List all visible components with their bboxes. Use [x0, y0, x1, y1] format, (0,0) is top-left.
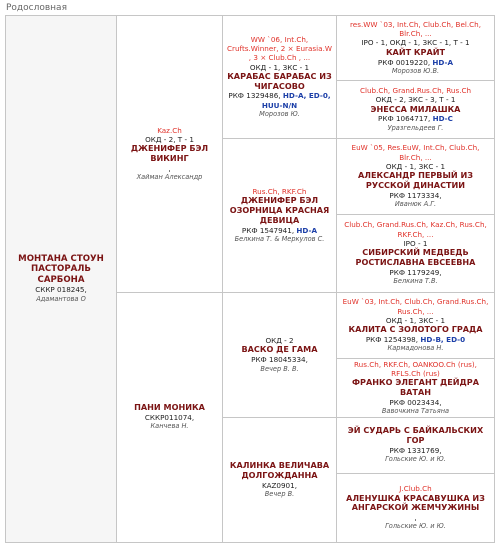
dog-breeder: Вечер В. [264, 489, 295, 498]
dog-registration: СККР 018245, [35, 285, 87, 295]
pedigree-tree [5, 15, 495, 543]
dog-name[interactable]: ДЖЕНИФЕР БЭЛ ОЗОРНИЦА КРАСНАЯ ДЕВИЦА [229, 195, 330, 225]
dog-registration: РКФ 1173334, [389, 190, 442, 200]
dog-breeder: Вечер В. В. [260, 364, 299, 373]
dog-breeder: Морозов Ю. [259, 110, 300, 119]
dog-registration-line [262, 481, 297, 490]
dog-breeder: Гольские Ю. и Ю. [385, 455, 446, 464]
dog-registration-line [389, 446, 441, 455]
dog-name[interactable]: ЭЙ СУДАРЬ С БАЙКАЛЬСКИХ ГОР [347, 425, 484, 446]
dog-titles: Club.Ch, Grand.Rus.Ch, Rus.Ch [359, 86, 472, 95]
dog-breeder: Уразгельдеев Г. [387, 123, 444, 132]
dog-name[interactable]: СИБИРСКИЙ МЕДВЕДЬ РОСТИСЛАВНА ЕВСЕЕВНА [355, 247, 476, 268]
dog-name[interactable]: ВАСКО ДЕ ГАМА [241, 344, 318, 355]
dog-registration: РКФ 0023434, [389, 397, 442, 407]
dog-breeder: Адамантова О [36, 294, 86, 303]
dog-breeder: Хайман Александр [136, 173, 203, 182]
dam-dam [222, 417, 337, 543]
dog-registration-line [389, 191, 441, 200]
dog-registration-line [251, 355, 308, 364]
dam-sire-sire [336, 292, 495, 359]
dog-registration-line [378, 114, 453, 123]
dog-registration: РКФ 1547941, [241, 225, 295, 235]
dog-registration-line [145, 413, 194, 422]
dog-health-tests: HD-B, ED-0 [420, 335, 466, 345]
sire-dam-dam [336, 214, 495, 293]
sire-dam [222, 138, 337, 293]
dog-breeder: Белкина Т. & Меркулов С. [234, 234, 325, 243]
dog-registration-line [378, 58, 453, 67]
dam-dam-dam [336, 473, 495, 543]
dog-health-tests: HD-A, ED-0, HUU-N/N [261, 91, 331, 110]
dog-name[interactable]: МОНТАНА СТОУН ПАСТОРАЛЬ САРБОНА [18, 253, 104, 285]
dog-titles: WW `06, Int.Ch, Crufts.Winner, 2 × Eurasia.W , 3 × Club.Ch , ... [227, 34, 332, 63]
subject-dog [5, 15, 117, 543]
sire-sire-dam [336, 80, 495, 139]
dog-registration: KAZ0901, [261, 480, 297, 490]
dog-registration: РКФ 1179249, [389, 267, 442, 277]
dog-breeder: Вавочкина Татьяна [381, 407, 450, 416]
dog-titles: res.WW `03, Int.Ch, Club.Ch, Bel.Ch, Blr.Ch, ... [349, 19, 482, 39]
page-title: Родословная [6, 3, 67, 13]
dog-registration-line [225, 91, 334, 110]
dog-grade: ОКД - 2 [265, 336, 294, 346]
dog-registration: РКФ 1329486, [228, 91, 281, 101]
dog-registration: РКФ 1331769, [389, 446, 442, 455]
dog-registration: РКФ 1064717, [378, 114, 431, 124]
dog-grade: ОКД - 1, ЗКС - 1 [249, 62, 310, 72]
dog-breeder: Гольские Ю. и Ю. [385, 522, 446, 531]
dog-grade: IPO - 1, ОКД - 1, ЗКС - 1, Т - 1 [361, 38, 470, 48]
dog-health-tests: HD-C [432, 114, 453, 124]
dog-name[interactable]: ПАНИ МОНИКА [134, 402, 205, 413]
dog-titles: Club.Ch, Grand.Rus.Ch, Kaz.Ch, Rus.Ch, RKF.Ch, ... [344, 220, 487, 239]
dog-breeder: Морозов Ю.В. [391, 66, 440, 75]
dog-registration-line [389, 398, 441, 407]
dog-grade: ОКД - 1, ЗКС - 1 [385, 315, 446, 325]
dog-breeder: Белкина Т.В. [393, 277, 438, 286]
dam-dam-sire [336, 417, 495, 474]
dam-sire-dam [336, 358, 495, 418]
dam-sire [222, 292, 337, 418]
dog-registration: , [168, 163, 171, 173]
dam [116, 292, 223, 543]
dog-registration-line [35, 285, 87, 294]
dog-grade: ОКД - 2, Т - 1 [145, 134, 194, 144]
dog-registration-line [168, 164, 170, 173]
sire [116, 15, 223, 293]
dog-titles: EuW `05, Res.EuW, Int.Ch, Club.Ch, Blr.Ch, ... [351, 143, 480, 162]
dog-registration-line [414, 513, 416, 522]
dog-name[interactable]: АЛЕНУШКА КРАСАВУШКА ИЗ АНГАРСКОЙ ЖЕМЧУЖИНЫ [346, 492, 485, 513]
dog-name[interactable]: КАРАБАС БАРАБАС ИЗ ЧИГАСОВО [227, 70, 332, 91]
dog-registration-line [389, 268, 441, 277]
dog-health-tests: HD-A [432, 57, 454, 67]
dog-titles: J.Club.Ch [399, 484, 432, 494]
dog-name[interactable]: ФРАНКО ЭЛЕГАНТ ДЕЙДРА ВАТАН [352, 377, 479, 397]
dog-breeder: Канчева Н. [150, 422, 189, 431]
dog-titles: Kaz.Ch [157, 125, 182, 135]
dog-grade: IPO - 1 [403, 239, 428, 249]
dog-name[interactable]: ДЖЕНИФЕР БЭЛ ВИКИНГ [130, 143, 209, 163]
dog-grade: ОКД - 1, ЗКС - 1 [385, 162, 446, 172]
dog-registration: , [414, 513, 417, 523]
dog-titles: EuW `03, Int.Ch, Club.Ch, Grand.Rus.Ch, Rus.Ch, ... [342, 297, 489, 316]
dog-registration: РКФ 1254398, [365, 335, 419, 345]
dog-name[interactable]: АЛЕКСАНДР ПЕРВЫЙ ИЗ РУССКОЙ ДИНАСТИИ [358, 170, 473, 191]
dog-titles: Rus.Ch, RKF.Ch [252, 186, 307, 196]
dog-name[interactable]: КАЛИНКА ВЕЛИЧАВА ДОЛГОЖДАННА [229, 459, 330, 480]
dog-health-tests: HD-A [296, 225, 318, 235]
dog-titles: Rus.Ch, RKF.Ch, OANKOO.Ch (rus), RFLS.Ch (rus) [354, 359, 477, 378]
dog-registration: РКФ 0019220, [377, 57, 431, 67]
sire-dam-sire [336, 138, 495, 215]
dog-name[interactable]: КАЛИТА С ЗОЛОТОГО ГРАДА [348, 324, 483, 335]
sire-sire [222, 15, 337, 139]
dog-name[interactable]: ЭНЕССА МИЛАШКА [370, 103, 461, 114]
dog-breeder: Иванюк А.Г. [394, 200, 437, 209]
dog-registration: РКФ 18045334, [251, 355, 308, 365]
dog-registration-line [242, 226, 317, 235]
dog-registration: СККР011074, [144, 413, 195, 423]
dog-breeder: Кармадонова Н. [387, 344, 444, 353]
dog-grade: ОКД - 2, ЗКС - 3, Т - 1 [375, 95, 456, 105]
dog-registration-line [366, 335, 465, 344]
sire-sire-sire [336, 15, 495, 81]
dog-name[interactable]: КАЙТ КРАЙТ [385, 46, 446, 57]
